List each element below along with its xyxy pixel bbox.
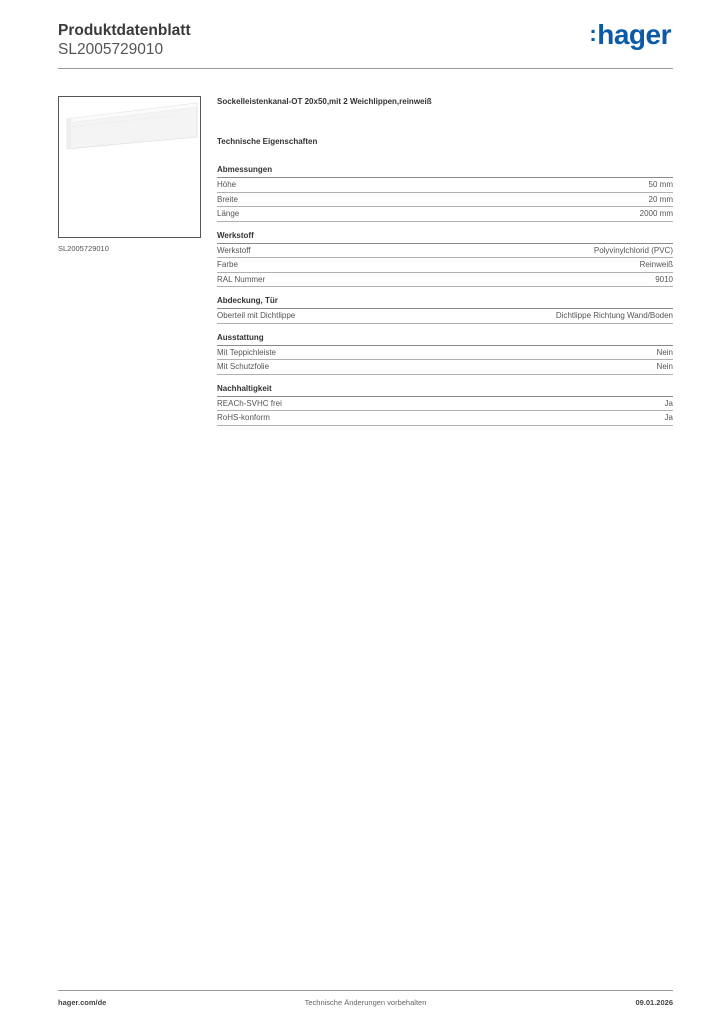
header-divider (58, 68, 673, 69)
footer-notice: Technische Änderungen vorbehalten (304, 998, 427, 1007)
property-group (217, 231, 673, 288)
property-value: Dichtlippe Richtung Wand/Boden (555, 311, 673, 320)
property-value: Ja (664, 413, 673, 422)
property-label: Länge (217, 209, 240, 218)
footer-website-link[interactable]: hager.com/de (58, 998, 107, 1007)
property-row (217, 258, 673, 273)
property-row (217, 207, 673, 222)
property-value: 2000 mm (639, 209, 673, 218)
property-label: Höhe (217, 180, 237, 189)
skirting-duct-illustration (59, 97, 200, 237)
property-row (217, 309, 673, 324)
property-value: 9010 (655, 274, 673, 284)
property-row (217, 193, 673, 208)
footer-divider (58, 990, 673, 991)
property-label: Werkstoff (217, 245, 251, 255)
property-row (217, 411, 673, 426)
property-group (217, 296, 673, 324)
group-title: Ausstattung (217, 333, 673, 346)
property-row (217, 346, 673, 361)
property-row (217, 273, 673, 288)
property-groups (217, 165, 673, 426)
product-code: SL2005729010 (58, 41, 164, 58)
property-value: Polyvinylchlorid (PVC) (593, 245, 673, 255)
property-row (217, 397, 673, 412)
property-group (217, 165, 673, 222)
property-value: 50 mm (648, 180, 673, 189)
hager-logo: :hager (589, 19, 671, 50)
property-label: RAL Nummer (217, 274, 266, 284)
property-value: Ja (664, 398, 673, 408)
property-group (217, 384, 673, 426)
group-title: Werkstoff (217, 231, 673, 244)
group-title: Nachhaltigkeit (217, 384, 673, 397)
product-image (58, 96, 201, 238)
property-value: Nein (656, 362, 673, 371)
property-label: Oberteil mit Dichtlippe (217, 311, 296, 320)
property-label: Breite (217, 194, 238, 204)
section-heading: Technische Eigenschaften (217, 137, 318, 146)
page-header (58, 19, 673, 59)
image-caption: SL2005729010 (58, 244, 109, 253)
property-group (217, 333, 673, 375)
property-label: Mit Schutzfolie (217, 362, 270, 371)
page-title: Produktdatenblatt (58, 22, 191, 39)
property-value: 20 mm (648, 194, 673, 204)
property-value: Reinweiß (639, 260, 673, 269)
product-details (217, 97, 673, 435)
group-title: Abmessungen (217, 165, 673, 178)
product-name: Sockelleistenkanal-OT 20x50,mit 2 Weichlippen,reinweiß (217, 97, 432, 106)
property-row (217, 360, 673, 375)
property-label: REACh-SVHC frei (217, 398, 282, 408)
group-title: Abdeckung, Tür (217, 296, 673, 309)
property-value: Nein (656, 347, 673, 357)
property-label: RoHS-konform (217, 413, 270, 422)
property-label: Mit Teppichleiste (217, 347, 276, 357)
property-row (217, 244, 673, 259)
property-row (217, 178, 673, 193)
property-label: Farbe (217, 260, 238, 269)
footer-date: 09.01.2026 (635, 998, 673, 1007)
